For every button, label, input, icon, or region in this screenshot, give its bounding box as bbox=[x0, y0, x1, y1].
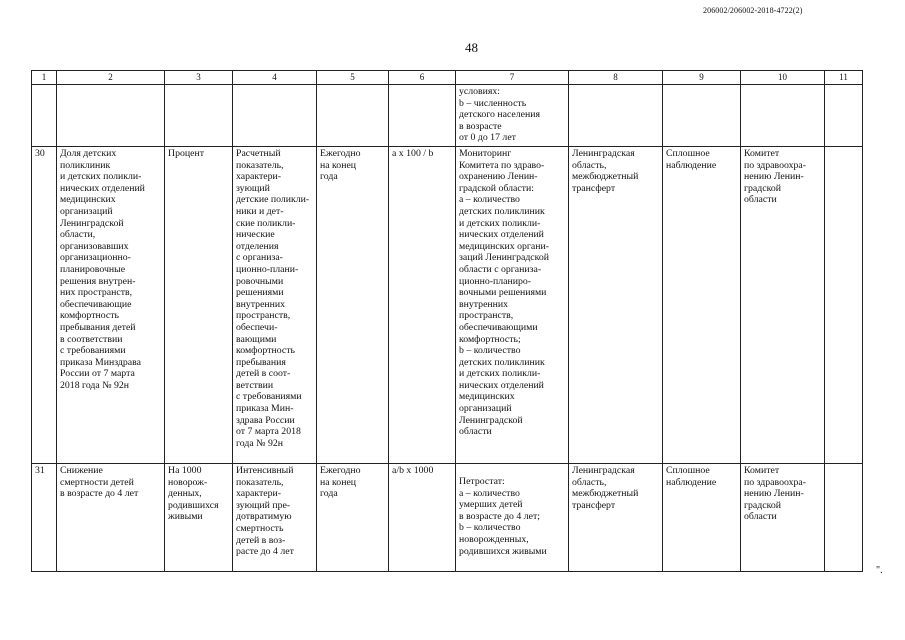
cell-line: детского населения bbox=[459, 109, 541, 121]
cell-line: b – количество bbox=[459, 345, 521, 357]
cell-line: наблюдение bbox=[666, 476, 717, 488]
header-row bbox=[32, 71, 863, 85]
cell-line: приказа Мин- bbox=[236, 403, 294, 415]
cell-line: области с организа- bbox=[459, 263, 542, 275]
cell-line: обеспечивающие bbox=[60, 298, 132, 310]
cell-line: b – численность bbox=[459, 97, 527, 109]
cell-line: области bbox=[744, 194, 777, 206]
cell-line: области, bbox=[60, 229, 96, 241]
table-cell bbox=[165, 147, 233, 464]
table-cell bbox=[825, 85, 863, 147]
cell-line: пространств, bbox=[236, 310, 291, 322]
cell-line: характери- bbox=[236, 488, 282, 500]
cell-line: живыми bbox=[168, 511, 203, 523]
cell-line: нению Ленин- bbox=[744, 488, 804, 500]
table-cell bbox=[57, 147, 165, 464]
cell-line: комфортность; bbox=[459, 333, 521, 345]
cell-line: ские поликли- bbox=[236, 217, 296, 229]
cell-line: дотвратимую bbox=[236, 511, 292, 523]
cell-line: Ленинградская bbox=[572, 465, 635, 476]
cell-line: показатель, bbox=[236, 159, 284, 171]
cell-line: пространств, bbox=[459, 310, 514, 322]
cell-line: и детских поликли- bbox=[60, 171, 142, 183]
cell-line: них пространств, bbox=[60, 287, 133, 299]
cell-line: планировочные bbox=[60, 263, 126, 275]
cell-line: a/b x 1000 bbox=[392, 465, 434, 476]
cell-line: Сплошное bbox=[666, 465, 710, 476]
cell-line: заций Ленинградской bbox=[459, 252, 550, 264]
header-cell: 9 bbox=[663, 71, 741, 85]
cell-line: межбюджетный bbox=[572, 171, 639, 183]
header-cell: 6 bbox=[389, 71, 456, 85]
cell-line: организаций bbox=[459, 403, 512, 415]
table-cell bbox=[57, 85, 165, 147]
cell-line: в возрасте bbox=[459, 120, 502, 132]
table-cell bbox=[663, 85, 741, 147]
cell-line: область, bbox=[572, 476, 607, 488]
cell-line: детей в соот- bbox=[236, 368, 291, 380]
table-cell bbox=[663, 464, 741, 572]
cell-line: b – количество bbox=[459, 522, 521, 534]
cell-line: медицинских bbox=[60, 194, 116, 206]
cell-line: в соответствии bbox=[60, 333, 123, 345]
header-cell: 11 bbox=[825, 71, 863, 85]
cell-line: область, bbox=[572, 159, 607, 171]
document-number: 206002/206002-2018-4722(2) bbox=[703, 6, 803, 15]
header-cell: 3 bbox=[165, 71, 233, 85]
cell-line: на конец bbox=[320, 159, 357, 171]
table-cell bbox=[389, 147, 456, 464]
cell-line: умерших детей bbox=[459, 499, 523, 511]
cell-line: детских поликлиник bbox=[459, 356, 545, 368]
cell-line: комфортность bbox=[60, 310, 119, 322]
cell-line: денных, bbox=[168, 488, 202, 500]
cell-line: области bbox=[459, 426, 492, 438]
table-cell bbox=[233, 147, 317, 464]
table-cell bbox=[569, 85, 663, 147]
cell-line: 31 bbox=[35, 465, 45, 476]
cell-line: Ежегодно bbox=[320, 465, 361, 476]
cell-line: показатель, bbox=[236, 476, 284, 488]
cell-line: Комитет bbox=[744, 465, 780, 476]
cell-line: от 7 марта 2018 bbox=[236, 426, 301, 438]
cell-line: a – количество bbox=[459, 487, 520, 499]
cell-line: Ленинградской bbox=[60, 217, 124, 229]
cell-line: новорож- bbox=[168, 476, 208, 488]
cell-line: пребывания детей bbox=[60, 321, 136, 333]
table-cell bbox=[317, 464, 389, 572]
cell-line: новорожденных, bbox=[459, 533, 529, 545]
cell-line: Ежегодно bbox=[320, 148, 361, 159]
table-cell bbox=[317, 147, 389, 464]
header-cell: 1 bbox=[32, 71, 57, 85]
cell-line: ветствии bbox=[236, 379, 274, 391]
cell-line: зующий пре- bbox=[236, 499, 291, 511]
cell-line: и детских поликли- bbox=[459, 217, 541, 229]
cell-line: Сплошное bbox=[666, 148, 710, 159]
cell-line: по здравоохра- bbox=[744, 476, 807, 488]
table-cell bbox=[456, 147, 569, 464]
table-cell bbox=[57, 464, 165, 572]
cell-line: области bbox=[744, 511, 777, 523]
table-cell bbox=[569, 147, 663, 464]
header-cell: 2 bbox=[57, 71, 165, 85]
cell-line: Комитет bbox=[744, 148, 780, 159]
cell-line: обеспечи- bbox=[236, 321, 278, 333]
table-row bbox=[32, 464, 863, 572]
cell-line: детские поликли- bbox=[236, 194, 310, 206]
cell-line: характери- bbox=[236, 171, 282, 183]
table-cell bbox=[165, 85, 233, 147]
cell-line: на конец bbox=[320, 476, 357, 488]
header-cell: 4 bbox=[233, 71, 317, 85]
table-cell bbox=[317, 85, 389, 147]
cell-line: решения внутрен- bbox=[60, 275, 136, 287]
cell-line: нические bbox=[236, 229, 275, 241]
cell-line: На 1000 bbox=[168, 465, 202, 476]
cell-line: ровочными bbox=[236, 275, 284, 287]
table-cell bbox=[569, 464, 663, 572]
cell-line: ники и дет- bbox=[236, 205, 284, 217]
cell-line: медицинских bbox=[459, 391, 515, 403]
table-cell bbox=[456, 85, 569, 147]
table-cell bbox=[741, 464, 825, 572]
header-cell: 5 bbox=[317, 71, 389, 85]
header-cell: 7 bbox=[456, 71, 569, 85]
cell-line: организаций bbox=[60, 205, 113, 217]
cell-line: трансферт bbox=[572, 182, 616, 194]
cell-line: вающими bbox=[236, 333, 277, 345]
table-cell bbox=[456, 464, 569, 572]
cell-line: нических отделений bbox=[459, 379, 544, 391]
cell-line: 2018 года № 92н bbox=[60, 379, 130, 391]
cell-line: Ленинградской bbox=[459, 414, 523, 426]
cell-line: внутренних bbox=[459, 298, 509, 310]
cell-line: ционно-плани- bbox=[236, 263, 299, 275]
page-number: 48 bbox=[465, 40, 478, 55]
table-cell bbox=[32, 464, 57, 572]
cell-line: смертность bbox=[236, 522, 284, 534]
cell-line: смертности детей bbox=[60, 476, 134, 488]
cell-line: отделения bbox=[236, 240, 279, 252]
cell-line: 30 bbox=[35, 148, 45, 159]
cell-line: в возрасте до 4 лет bbox=[60, 488, 139, 500]
table-cell bbox=[165, 464, 233, 572]
cell-line: родившихся живыми bbox=[459, 545, 547, 557]
cell-line: градской области: bbox=[459, 182, 534, 194]
cell-line: года bbox=[320, 171, 338, 183]
cell-line: a – количество bbox=[459, 194, 520, 206]
indicator-table bbox=[31, 70, 863, 572]
cell-line: Доля детских bbox=[60, 148, 117, 159]
cell-line: родившихся bbox=[168, 499, 219, 511]
cell-line: вочными решениями bbox=[459, 287, 547, 299]
table-cell bbox=[663, 147, 741, 464]
cell-line: организационно- bbox=[60, 252, 131, 264]
cell-line: по здравоохра- bbox=[744, 159, 807, 171]
cell-line: нических отделений bbox=[459, 229, 544, 241]
table-cell bbox=[233, 85, 317, 147]
table-cell bbox=[741, 85, 825, 147]
cell-line: здрава России bbox=[236, 414, 295, 426]
cell-line: решениями bbox=[236, 287, 284, 299]
table-row bbox=[32, 85, 863, 147]
cell-line: комфортность bbox=[236, 345, 295, 357]
cell-line: пребывания bbox=[236, 356, 286, 368]
cell-line: охранению Ленин- bbox=[459, 171, 538, 183]
table-cell bbox=[825, 464, 863, 572]
cell-line: Интенсивный bbox=[236, 465, 294, 476]
cell-line: года № 92н bbox=[236, 437, 284, 449]
cell-line: межбюджетный bbox=[572, 488, 639, 500]
cell-line: a x 100 / b bbox=[392, 148, 434, 159]
cell-line: Мониторинг bbox=[459, 148, 512, 159]
header-cell: 10 bbox=[741, 71, 825, 85]
cell-line: от 0 до 17 лет bbox=[459, 132, 516, 144]
cell-line: детей в воз- bbox=[236, 534, 286, 546]
cell-line: зующий bbox=[236, 182, 270, 194]
table-cell bbox=[32, 85, 57, 147]
cell-line: нических отделений bbox=[60, 182, 145, 194]
cell-line: медицинских органи- bbox=[459, 240, 549, 252]
cell-line: детских поликлиник bbox=[459, 205, 545, 217]
cell-line: с требованиями bbox=[236, 391, 302, 403]
cell-line: Процент bbox=[168, 148, 204, 159]
cell-line: Снижение bbox=[60, 465, 103, 476]
cell-line: расте до 4 лет bbox=[236, 546, 294, 558]
table-cell bbox=[389, 85, 456, 147]
cell-line: приказа Минздрава bbox=[60, 356, 141, 368]
cell-line: Расчетный bbox=[236, 148, 281, 159]
closing-quote-mark: ". bbox=[876, 565, 883, 576]
cell-line: нению Ленин- bbox=[744, 171, 804, 183]
cell-line: условиях: bbox=[459, 86, 501, 97]
cell-line: Ленинградская bbox=[572, 148, 635, 159]
cell-line: трансферт bbox=[572, 499, 616, 511]
cell-line: ционно-планиро- bbox=[459, 275, 532, 287]
table-cell bbox=[32, 147, 57, 464]
cell-line: с требованиями bbox=[60, 345, 126, 357]
cell-line: с организа- bbox=[236, 252, 283, 264]
header-cell: 8 bbox=[569, 71, 663, 85]
table-cell bbox=[389, 464, 456, 572]
table-cell bbox=[741, 147, 825, 464]
cell-line: Петростат: bbox=[459, 476, 505, 487]
cell-line: внутренних bbox=[236, 298, 286, 310]
cell-line: России от 7 марта bbox=[60, 368, 135, 380]
cell-line: наблюдение bbox=[666, 159, 717, 171]
table-cell bbox=[233, 464, 317, 572]
cell-line: года bbox=[320, 488, 338, 500]
cell-line: градской bbox=[744, 499, 782, 511]
table-row bbox=[32, 147, 863, 464]
cell-line: Комитета по здраво- bbox=[459, 159, 545, 171]
cell-line: организовавших bbox=[60, 240, 129, 252]
cell-line: обеспечивающими bbox=[459, 321, 538, 333]
cell-line: и детских поликли- bbox=[459, 368, 541, 380]
cell-line: градской bbox=[744, 182, 782, 194]
cell-line: поликлиник bbox=[60, 159, 111, 171]
cell-line: в возрасте до 4 лет; bbox=[459, 510, 540, 522]
table-cell bbox=[825, 147, 863, 464]
